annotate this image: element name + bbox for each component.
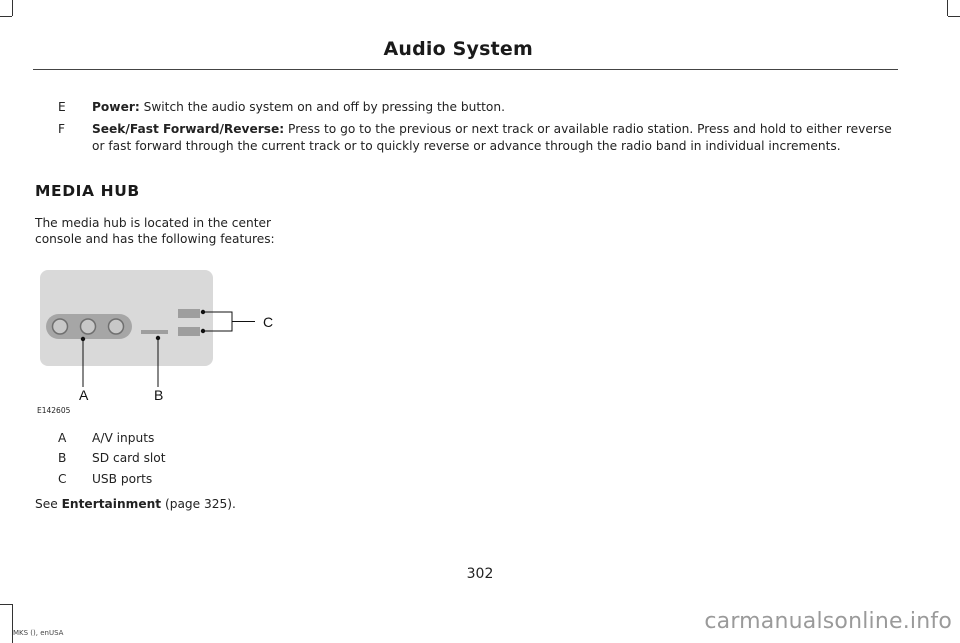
crop-mark-top-right-v <box>947 0 948 16</box>
crop-mark-top-left-h <box>0 16 12 17</box>
see-prefix: See <box>35 497 62 511</box>
see-reference-link[interactable]: Entertainment <box>61 497 162 511</box>
legend-desc: SD card slot <box>92 451 166 465</box>
callout-label-b: B <box>154 387 164 403</box>
legend-letter: C <box>58 472 67 486</box>
callout-dot-c2 <box>201 329 205 333</box>
callout-label-a: A <box>79 387 89 403</box>
legend-desc: A/V inputs <box>92 431 155 445</box>
see-suffix: (page 325). <box>161 497 236 511</box>
footer-code: MKS (), enUSA <box>13 629 64 637</box>
header-divider <box>33 69 898 70</box>
control-text: Press to go to the previous or next track or available radio station. Press and hold to either reverse or fast forward through the current track or to quickly reverse or advance through the radio band in individual increments. <box>92 122 892 153</box>
usb-port-2 <box>178 327 200 336</box>
cross-reference <box>35 497 236 511</box>
control-letter: F <box>58 122 66 136</box>
control-term: Power: <box>92 100 140 114</box>
av-input-jack-3 <box>109 319 124 334</box>
page-header-title: Audio System <box>383 38 533 60</box>
callout-label-c: C <box>263 314 274 330</box>
figure-code: E142605 <box>37 406 71 415</box>
media-hub-illustration <box>30 262 290 412</box>
control-letter: E <box>58 100 66 114</box>
legend-letter: B <box>58 451 67 465</box>
control-term: Seek/Fast Forward/Reverse: <box>92 122 285 136</box>
page-number: 302 <box>466 566 494 582</box>
crop-mark-top-left-v <box>12 0 13 16</box>
section-title: MEDIA HUB <box>35 182 140 200</box>
crop-mark-bottom-left-h <box>0 604 12 605</box>
sd-card-slot <box>141 330 168 334</box>
callout-dot-a <box>81 337 85 341</box>
callout-dot-c1 <box>201 310 205 314</box>
crop-mark-bottom-left-v <box>12 604 13 643</box>
legend-letter: A <box>58 431 67 445</box>
watermark: carmanualsonline.info <box>704 609 952 634</box>
legend-desc: USB ports <box>92 472 153 486</box>
av-input-jack-1 <box>53 319 68 334</box>
control-text: Switch the audio system on and off by pressing the button. <box>139 100 505 114</box>
control-description <box>92 99 892 116</box>
usb-port-1 <box>178 309 200 318</box>
crop-mark-top-right-h <box>948 16 960 17</box>
av-input-jack-2 <box>81 319 96 334</box>
section-intro: The media hub is located in the center console and has the following features: <box>35 216 275 246</box>
control-description <box>92 121 892 155</box>
callout-dot-b <box>156 336 160 340</box>
